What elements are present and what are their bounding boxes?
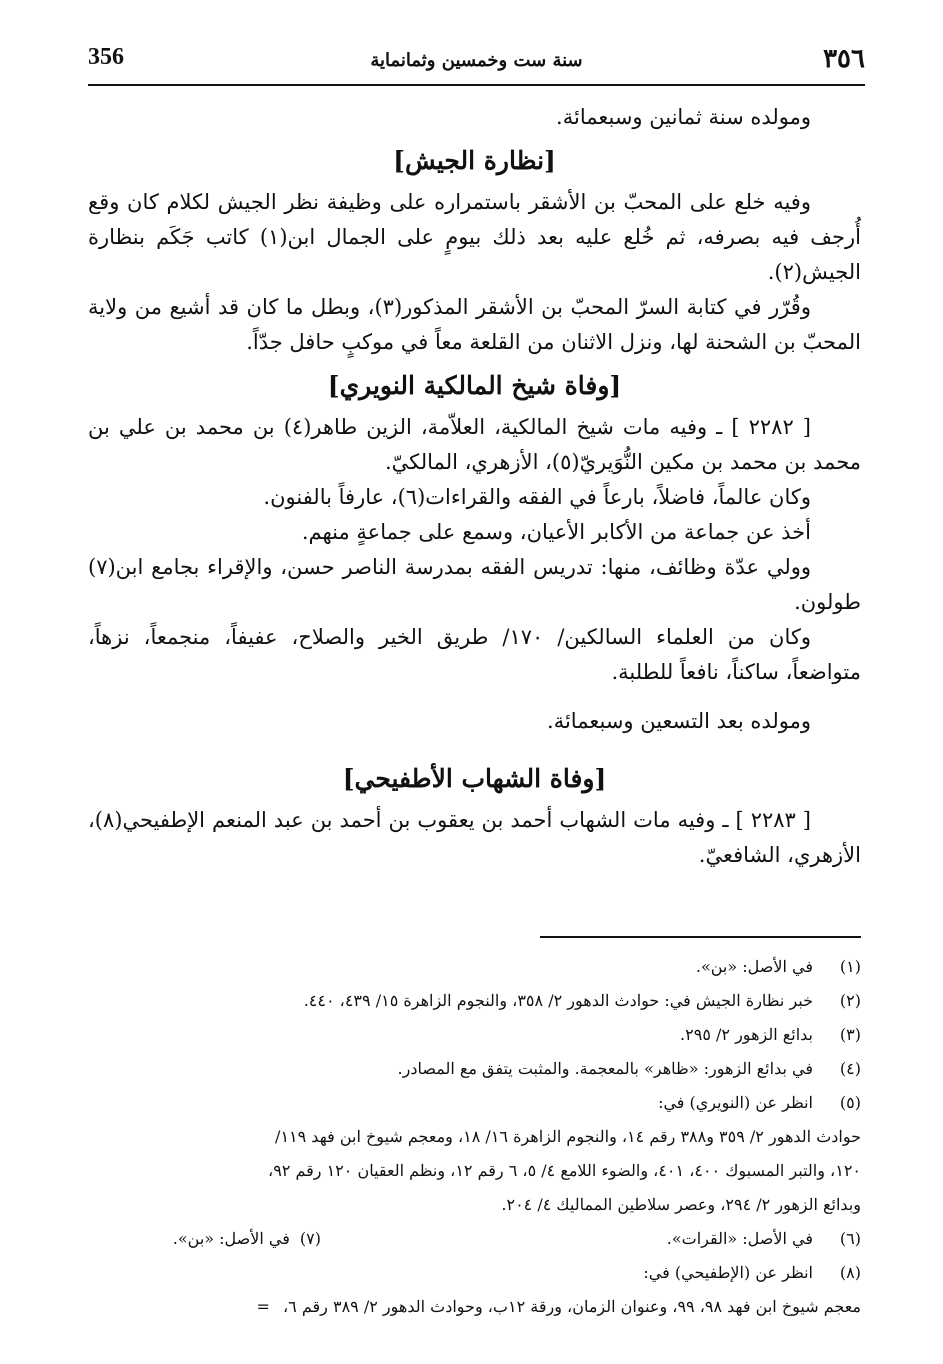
footnote <box>78 1018 861 1052</box>
footnote-number: (٥) <box>839 1093 861 1112</box>
footnote <box>78 1086 861 1120</box>
footnote-text: خبر نظارة الجيش في: حوادث الدهور ٢/ ٣٥٨، والنجوم الزاهرة ١٥/ ٤٣٩، ٤٤٠. <box>303 991 813 1010</box>
footnote-text: في الأصل: «بن». <box>695 957 813 976</box>
footnote-number: (٨) <box>839 1263 861 1282</box>
footnotes <box>78 950 861 1324</box>
paragraph: أخذ عن جماعة من الأكابر الأعيان، وسمع على جماعةٍ منهم. <box>301 520 811 544</box>
footnote-pair <box>78 1222 861 1256</box>
footnote-number: (٦) <box>839 1229 861 1248</box>
footnote-number: (٧) <box>299 1229 321 1248</box>
birth-line: ومولده سنة ثمانين وسبعمائة. <box>556 105 811 129</box>
footnote <box>78 1052 861 1086</box>
footnote-text: في الأصل: «بن». <box>172 1229 290 1248</box>
page-number-arabic: ٣٥٦ <box>823 44 865 74</box>
section-title: [نظارة الجيش] <box>393 146 556 175</box>
section-title: [وفاة الشهاب الأطفيحي] <box>342 764 607 793</box>
footnote <box>78 984 861 1018</box>
footnote-number: (٤) <box>839 1059 861 1078</box>
footnote-continuation: ١٢٠، والتبر المسبوك ٤٠٠، ٤٠١، والضوء اللامع ٤/ ٥، ٦ رقم ١٢، ونظم العقيان ١٢٠ رقم ٩٢، <box>268 1161 861 1180</box>
paragraph: وكان عالماً، فاضلاً، بارعاً في الفقه والقراءات(٦)، عارفاً بالفنون. <box>263 485 811 509</box>
page-number-latin: 356 <box>88 44 124 70</box>
footnote-continuation: حوادث الدهور ٢/ ٣٥٩ و٣٨٨ رقم ١٤، والنجوم الزاهرة ١٦/ ١٨، ومعجم شيوخ ابن فهد ١١٩/ <box>275 1127 861 1146</box>
header-rule <box>88 84 865 86</box>
biography-entry: [ ٢٢٨٣ ] ـ وفيه مات الشهاب أحمد بن يعقوب بن أحمد بن عبد المنعم الإطفيحي(٨)، الأزهري، الشافعيّ. <box>88 808 861 867</box>
section-title: [وفاة شيخ المالكية النويري] <box>327 371 622 400</box>
footnote-continuation-text: معجم شيوخ ابن فهد ٩٨، ٩٩، وعنوان الزمان، ورقة ١٢ب، وحوادث الدهور ٢/ ٣٨٩ رقم ٦، <box>283 1297 861 1316</box>
continuation-mark: = <box>256 1297 270 1316</box>
footnote <box>78 1256 861 1290</box>
paragraph: وقُرّر في كتابة السرّ المحبّ بن الأشقر المذكور(٣)، وبطل ما كان قد أشيع من ولاية المحبّ بن الشحنة لها، ونزل الاثنان من القلعة معاً في موكبٍ حافل جدّاً. <box>88 295 861 354</box>
footnote <box>321 1222 861 1256</box>
footnote-continuation: وبدائع الزهور ٢/ ٢٩٤، وعصر سلاطين المماليك ٤/ ٢٠٤. <box>501 1195 861 1214</box>
footnote-number: (٣) <box>839 1025 861 1044</box>
footnote-text: في بدائع الزهور: «ظاهر» بالمعجمة. والمثبت يتفق مع المصادر. <box>397 1059 813 1078</box>
footnote-number: (٢) <box>839 991 861 1010</box>
paragraph: وفيه خلع على المحبّ بن الأشقر باستمراره على وظيفة نظر الجيش لكلام كان وقع أُرجف فيه بصرفه، ثم خُلع عليه بعد ذلك بيومٍ على الجمال ابن(١) كاتب جَكَم بنظارة الجيش(٢). <box>88 190 861 284</box>
paragraph: وولي عدّة وظائف، منها: تدريس الفقه بمدرسة الناصر حسن، والإقراء بجامع ابن(٧) طولون. <box>88 555 861 614</box>
footnote-text: انظر عن (النويري) في: <box>658 1093 813 1112</box>
page-header <box>88 44 865 84</box>
footnote-continuation <box>78 1290 861 1324</box>
biography-entry: [ ٢٢٨٢ ] ـ وفيه مات شيخ المالكية، العلاّمة، الزين طاهر(٤) بن محمد بن علي بن محمد بن محمد بن مكين النُّوَيريّ(٥)، الأزهري، المالكيّ. <box>88 415 861 474</box>
footnote-rule <box>540 936 861 938</box>
footnote-text: في الأصل: «القرات». <box>666 1229 813 1248</box>
running-title: سنة ست وخمسين وثمانماية <box>370 50 583 71</box>
footnote <box>173 1222 321 1256</box>
footnote-text: بدائع الزهور ٢/ ٢٩٥. <box>680 1025 813 1044</box>
paragraph: وكان من العلماء السالكين/ ١٧٠/ طريق الخير والصلاح، عفيفاً، منجمعاً، نزهاً، متواضعاً، ساكناً، نافعاً للطلبة. <box>88 625 861 684</box>
main-text <box>88 100 861 873</box>
footnote <box>78 950 861 984</box>
footnote-text: انظر عن (الإطفيحي) في: <box>643 1263 813 1282</box>
birth-line: ومولده بعد التسعين وسبعمائة. <box>547 709 811 733</box>
footnote-number: (١) <box>839 957 861 976</box>
